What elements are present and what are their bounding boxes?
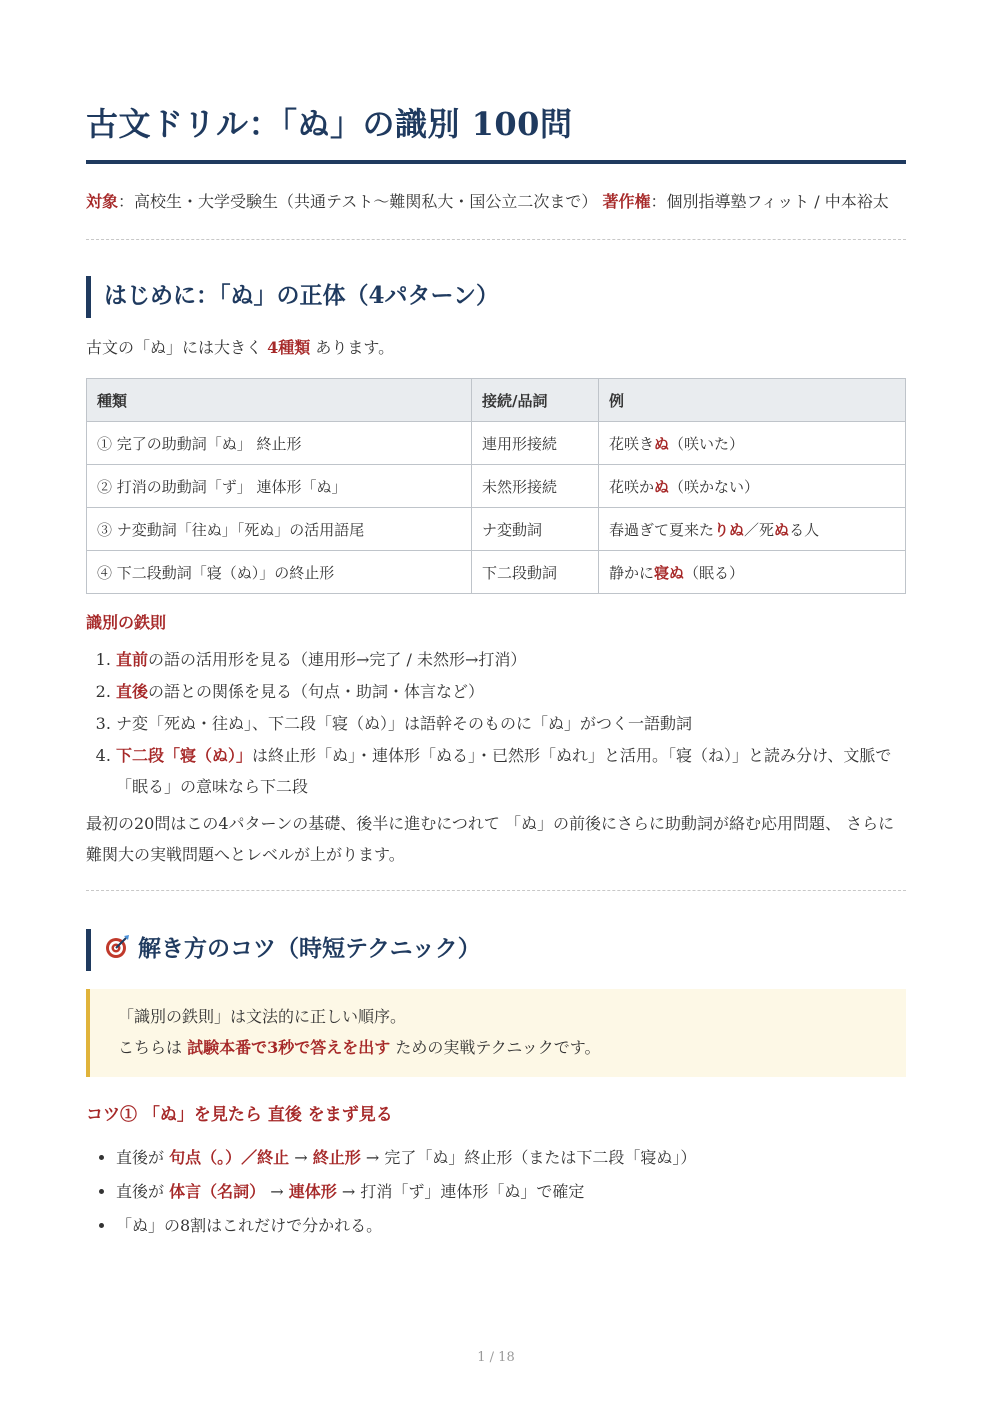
cell-connection: ナ変動詞 [472,508,599,551]
tip-text: → 完了「ぬ」終止形（または下二段「寝ぬ」） [365,1148,697,1167]
document-page [86,98,906,1243]
rule-text: の語との関係を見る（句点・助詞・体言など） [148,682,485,701]
example-text: る人 [789,520,820,539]
callout-line [118,1032,906,1063]
section-divider [86,890,906,891]
header-connection: 接続/品詞 [472,379,599,422]
example-text: 花咲か [609,477,655,496]
example-gloss: （咲いた） [669,434,745,453]
list-item [116,1175,906,1209]
list-item [116,740,906,802]
cell-example [599,465,906,508]
cell-connection: 未然形接続 [472,465,599,508]
rule-text: ナ変「死ぬ・往ぬ」、下二段「寝（ぬ）」は語幹そのものに「ぬ」がつく一語動詞 [116,714,693,733]
rules-list [86,644,906,802]
callout-emphasis: 試験本番で3秒で答えを出す [187,1038,391,1057]
list-item [116,644,906,676]
example-gloss: （眠る） [684,563,745,582]
audience-value: ：高校生・大学受験生（共通テスト〜難関私大・国公立二次まで） [118,192,598,211]
audience-label: 対象 [86,192,119,211]
tip-emphasis: 連体形 [288,1182,337,1201]
example-gloss: （咲かない） [669,477,760,496]
cell-example [599,422,906,465]
rule-emphasis: 下二段「寝（ぬ）」 [116,746,253,765]
intro-text-end: あります。 [315,338,395,357]
rules-heading: 識別の鉄則 [86,613,167,632]
tips-list [86,1141,906,1243]
rule-emphasis: 直後 [116,682,149,701]
table-row [87,508,906,551]
cell-type: ① 完了の助動詞「ぬ」 終止形 [87,422,472,465]
tip-emphasis: 終止形 [312,1148,361,1167]
list-item [116,708,906,740]
tip-emphasis: 句点（。）／終止 [169,1148,290,1167]
meta-info [86,186,906,217]
cell-example [599,551,906,594]
cell-type: ③ ナ変動詞「往ぬ」「死ぬ」の活用語尾 [87,508,472,551]
section-heading-tips [86,929,906,969]
copyright-label: 著作権 [602,192,651,211]
example-emphasis: ぬ [654,477,670,496]
tip-arrow: → [270,1182,284,1201]
cell-connection: 連用形接続 [472,422,599,465]
tip-emphasis: 体言（名詞） [169,1182,266,1201]
section-divider [86,239,906,240]
rule-emphasis: 直前 [116,650,149,669]
intro-paragraph [86,332,906,364]
cell-example [599,508,906,551]
example-emphasis: ぬ [654,434,670,453]
table-header-row [87,379,906,422]
pattern-table [86,378,906,594]
table-row [87,465,906,508]
tip-text: 「ぬ」の8割はこれだけで分かれる。 [116,1216,383,1235]
tip-text: 直後が [116,1182,165,1201]
page-title: 古文ドリル：「ぬ」の識別 100問 [86,105,573,143]
list-item [116,676,906,708]
example-text: 静かに [609,563,655,582]
dart-target-icon [104,934,130,960]
tips-heading-text: 解き方のコツ（時短テクニック） [138,935,481,962]
technique-callout [86,989,906,1077]
table-row [87,422,906,465]
tip-arrow: → [294,1148,308,1167]
list-item [116,1209,906,1243]
section-heading-intro: はじめに：「ぬ」の正体（4パターン） [86,276,906,316]
tip-text: 直後が [116,1148,165,1167]
intro-text: 古文の「ぬ」には大きく [86,338,263,357]
callout-line: 「識別の鉄則」は文法的に正しい順序。 [118,1007,407,1026]
table-row [87,551,906,594]
cell-connection: 下二段動詞 [472,551,599,594]
header-type: 種類 [87,379,472,422]
header-example: 例 [599,379,906,422]
tip-text: → 打消「ず」連体形「ぬ」で確定 [341,1182,585,1201]
copyright-value: ：個別指導塾フィット / 中本裕太 [650,192,889,211]
callout-text: こちらは [118,1038,183,1057]
title-divider [86,160,906,164]
callout-text: ための実戦テクニックです。 [395,1038,601,1057]
intro-emphasis: 4種類 [267,338,311,357]
example-emphasis: りぬ [714,520,745,539]
list-item [116,1141,906,1175]
rule-text: は終止形「ぬ」・連体形「ぬる」・已然形「ぬれ」と活用。「寝（ね）」と読み分け、文脈で「眠る」の意味なら下二段 [116,746,892,796]
example-text: ／死 [744,520,775,539]
page-number: 1 / 18 [477,1350,515,1365]
closing-paragraph: 最初の20問はこの4パターンの基礎、後半に進むにつれて 「ぬ」の前後にさらに助動詞が絡む応用問題、 さらに難関大の実戦問題へとレベルが上がります。 [86,814,895,864]
example-emphasis: ぬ [774,520,790,539]
cell-type: ④ 下二段動詞「寝（ぬ）」の終止形 [87,551,472,594]
example-text: 春過ぎて夏来た [609,520,715,539]
example-emphasis: 寝ぬ [654,563,685,582]
tip1-heading: コツ① 「ぬ」を見たら 直後 をまず見る [86,1105,393,1125]
example-text: 花咲き [609,434,655,453]
rule-text: の語の活用形を見る（連用形→完了 / 未然形→打消） [148,650,527,669]
cell-type: ② 打消の助動詞「ず」 連体形「ぬ」 [87,465,472,508]
